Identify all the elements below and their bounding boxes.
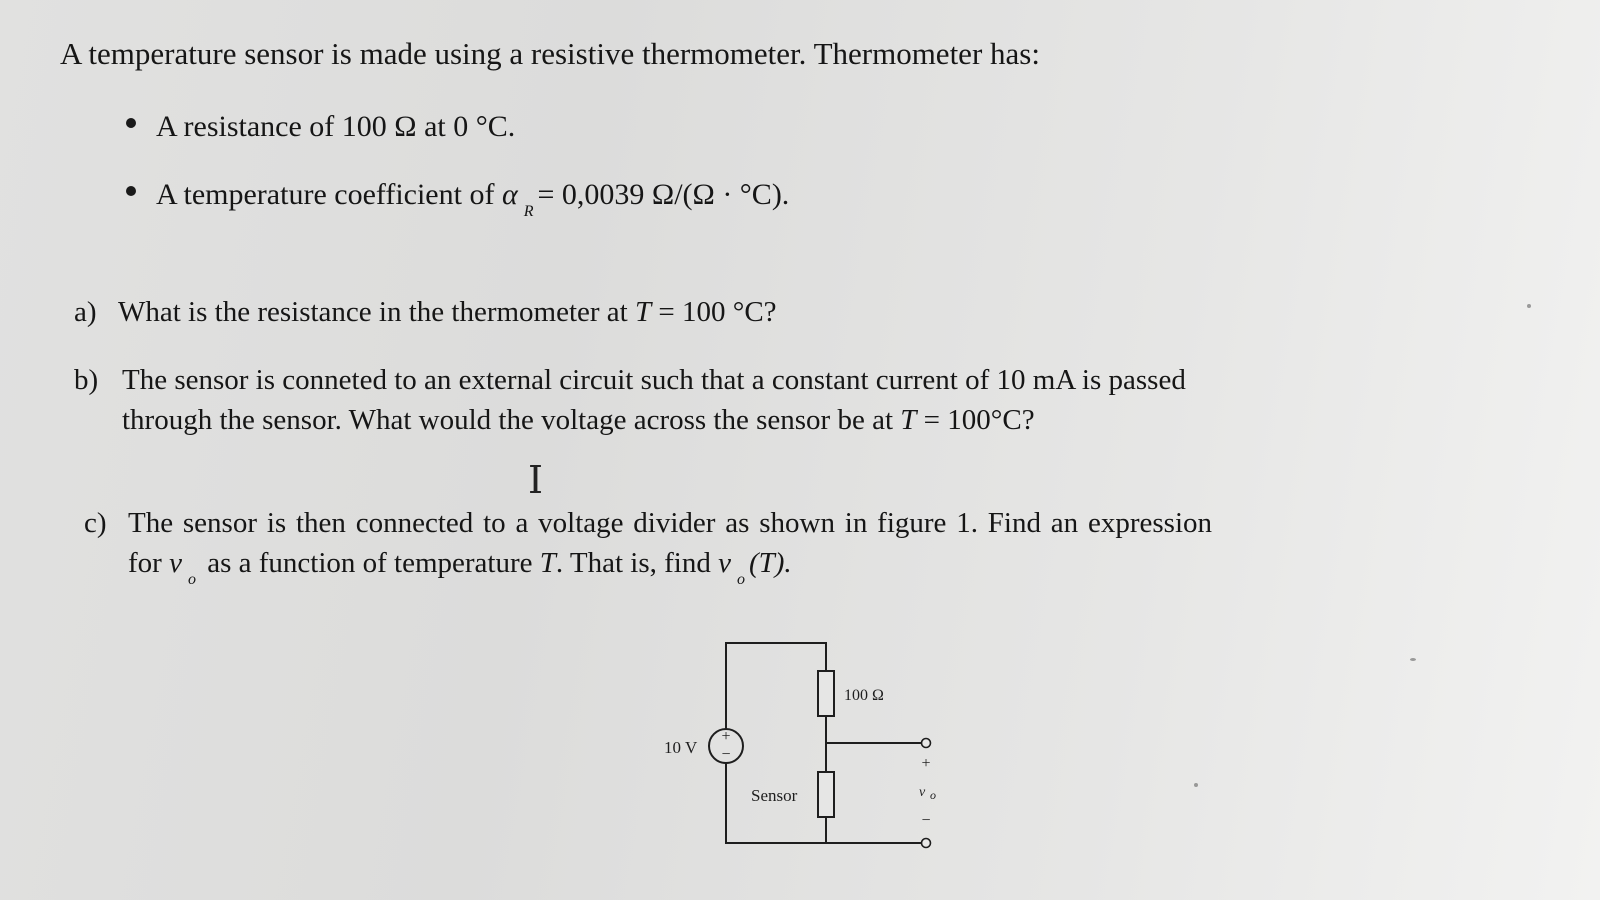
text-cursor-icon: I	[528, 458, 544, 502]
question-b-label: b)	[74, 364, 99, 396]
source-voltage-label: 10 V	[664, 738, 698, 757]
temperature-variable: T	[539, 547, 556, 579]
dust-speck	[1410, 658, 1416, 661]
vo-symbol-subscript: o	[930, 788, 936, 802]
question-c-part-4: (T).	[748, 547, 792, 579]
bullet-resistance-text: A resistance of 100 Ω at 0 °C.	[156, 110, 516, 143]
resistor-label: 100 Ω	[844, 687, 884, 704]
alpha-symbol: α	[501, 178, 518, 211]
bullet-coefficient-prefix: A temperature coefficient of	[156, 178, 495, 211]
bullet-coefficient-value: = 0,0039 Ω/(Ω · °C).	[537, 178, 790, 211]
question-b-variable: T	[900, 404, 917, 436]
sensor-resistor	[818, 772, 834, 817]
dust-speck	[1194, 783, 1198, 787]
question-a-label: a)	[74, 296, 97, 328]
vo-variable: v	[169, 547, 182, 579]
vo-plus-sign: +	[921, 755, 931, 772]
vo-variable: v	[718, 547, 731, 579]
question-c-part-2: as a function of temperature	[207, 547, 533, 579]
vo-minus-sign: −	[921, 812, 931, 829]
question-c-part-3: . That is, find	[555, 547, 711, 579]
question-a-variable: T	[634, 296, 652, 328]
question-c-label: c)	[84, 507, 107, 539]
output-terminal-bottom	[922, 839, 931, 848]
source-minus-sign: −	[721, 746, 731, 763]
alpha-subscript: R	[523, 203, 534, 220]
source-plus-sign: +	[721, 728, 731, 745]
vo-subscript: o	[187, 571, 196, 588]
vo-subscript: o	[736, 571, 745, 588]
intro-text: A temperature sensor is made using a resistive thermometer. Thermometer has:	[60, 36, 1040, 71]
vo-symbol: v	[919, 785, 926, 800]
dust-speck	[1527, 304, 1531, 308]
question-b-post: = 100°C?	[923, 404, 1035, 436]
sensor-label: Sensor	[751, 786, 798, 805]
question-b-pre: The sensor is conneted to an external circuit such that a constant current of 10 mA is passed through the sensor. What would the voltage across the sensor be at	[122, 364, 1186, 436]
question-a-post: = 100 °C?	[658, 296, 777, 328]
resistor-100-ohm	[818, 671, 834, 716]
question-c-part-1: The sensor is then connected to a voltage divider as shown in figure 1. Find an expression for	[128, 507, 1212, 579]
question-a-pre: What is the resistance in the thermometer at	[118, 296, 628, 328]
output-terminal-top	[922, 739, 931, 748]
